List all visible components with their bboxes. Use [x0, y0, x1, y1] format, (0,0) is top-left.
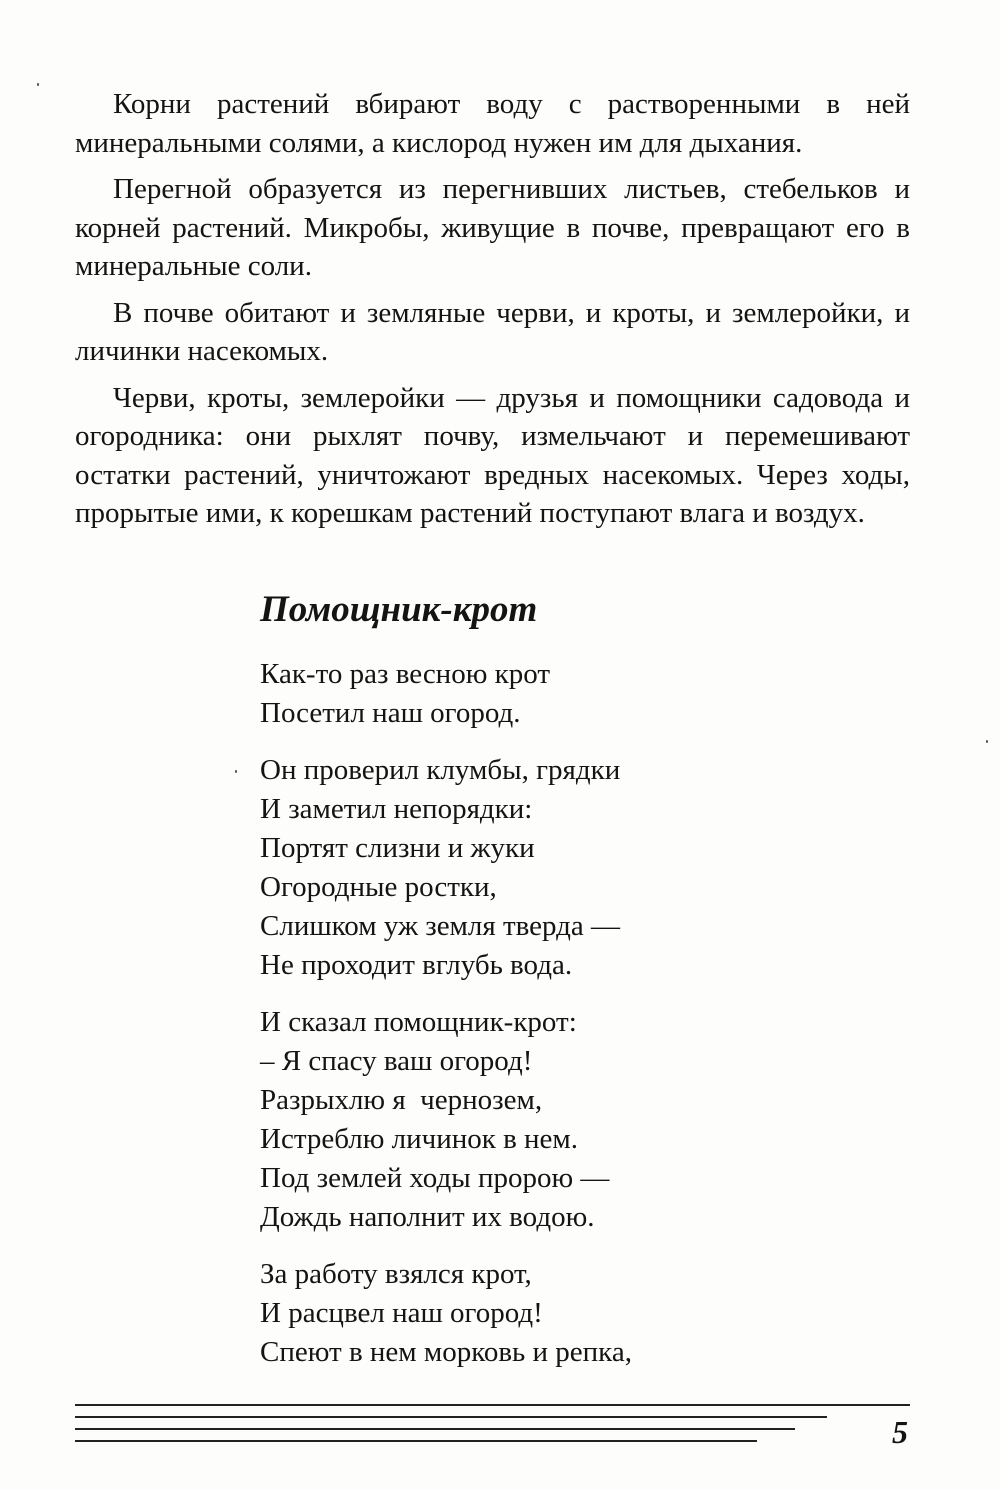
- scan-speck: [986, 740, 988, 743]
- paragraph-roots: Корни растений вбирают воду с растворенными в ней минеральными солями, а кислород нужен им для дыхания.: [75, 88, 910, 159]
- poem-line: Разрыхлю я чернозем,: [260, 1084, 543, 1116]
- poem-line: – Я спасу ваш огород!: [260, 1045, 533, 1077]
- footer-rule: [75, 1428, 795, 1430]
- poem-line: Он проверил клумбы, грядки: [260, 754, 621, 786]
- page-number: 5: [892, 1414, 908, 1450]
- paragraph-helpers: Черви, кроты, землеройки — друзья и помощники садовода и огородника: они рыхлят почву, измельчают и перемешивают остатки растений, уничтожают вредных насекомых. Через ходы, прорытые ими, к корешкам растений поступают влага и воздух.: [75, 381, 910, 529]
- paragraph-soil-inhabitants: В почве обитают и земляные черви, и кроты, и землеройки, и личинки насекомых.: [75, 296, 910, 367]
- footer-rule: [75, 1404, 910, 1406]
- poem-line: Под землей ходы пророю —: [260, 1162, 610, 1194]
- poem-line: Дождь наполнит их водою.: [260, 1201, 595, 1233]
- paragraph-humus: Перегной образуется из перегнивших листьев, стебельков и корней растений. Микробы, живущие в почве, превращают его в минеральные соли.: [75, 173, 910, 282]
- prose-section: [75, 85, 910, 541]
- poem-line: Портят слизни и жуки: [260, 832, 535, 864]
- poem-line: За работу взялся крот,: [260, 1258, 532, 1290]
- stanza-3: [260, 1003, 632, 1237]
- poem-title: Помощник-крот: [260, 589, 538, 630]
- poem-line: И расцвел наш огород!: [260, 1297, 543, 1329]
- poem-line: Посетил наш огород.: [260, 697, 521, 729]
- stanza-1: [260, 655, 632, 733]
- footer-rule: [75, 1440, 757, 1442]
- stanza-4: [260, 1255, 632, 1372]
- poem-line: И сказал помощник-крот:: [260, 1006, 577, 1038]
- poem-line: И заметил непорядки:: [260, 793, 533, 825]
- scan-speck: [235, 770, 237, 773]
- poem-line: Как-то раз весною крот: [260, 658, 550, 690]
- scan-speck: [37, 83, 39, 86]
- poem-body: [260, 655, 632, 1390]
- footer-rule: [75, 1416, 827, 1418]
- poem-line: Истреблю личинок в нем.: [260, 1123, 579, 1155]
- poem-line: Огородные ростки,: [260, 871, 497, 903]
- poem-line: Не проходит вглубь вода.: [260, 949, 573, 981]
- poem-line: Слишком уж земля тверда —: [260, 910, 621, 942]
- poem-line: Спеют в нем морковь и репка,: [260, 1336, 632, 1368]
- stanza-2: [260, 751, 632, 985]
